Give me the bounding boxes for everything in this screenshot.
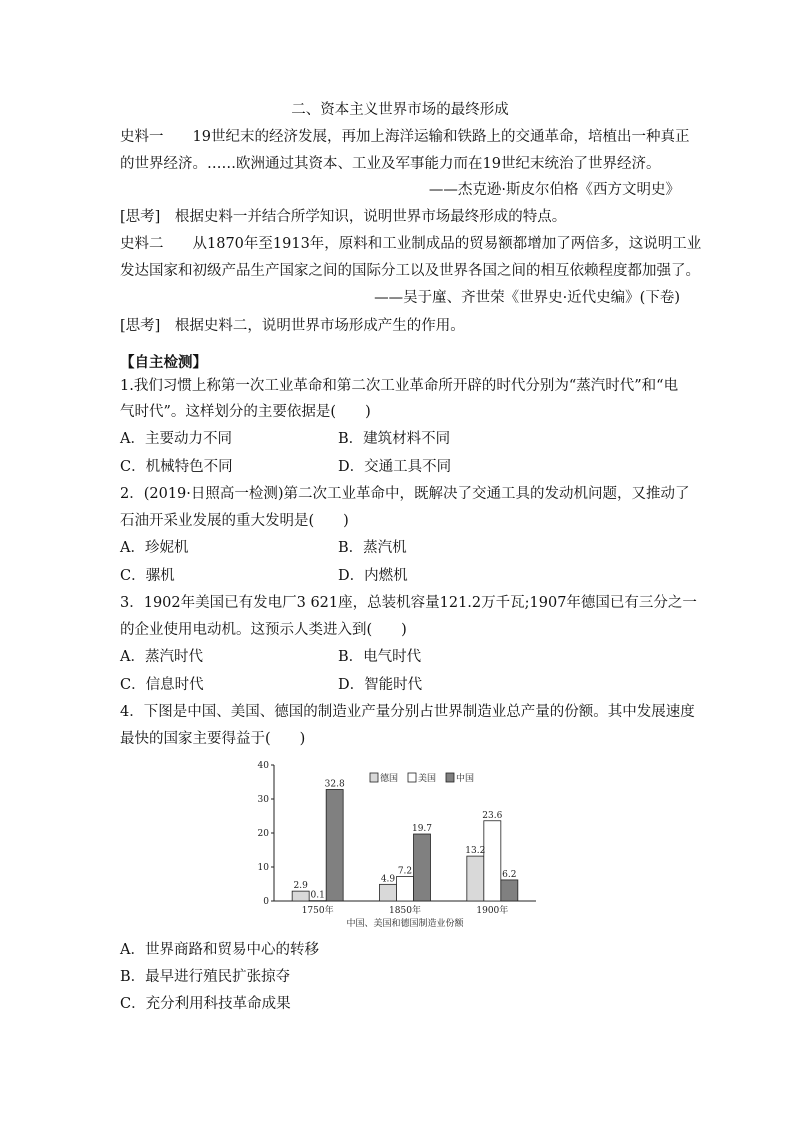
q3-option-c: C．信息时代	[120, 677, 204, 693]
bar-value-label: 6.2	[502, 869, 517, 880]
y-tick-label: 40	[257, 761, 269, 771]
self-check-heading: 【自主检测】	[120, 354, 207, 371]
bar-value-label: 13.2	[465, 846, 486, 857]
source1-citation: ——杰克逊·斯皮尔伯格《西方文明史》	[428, 182, 680, 198]
bar-value-label: 0.1	[310, 890, 325, 901]
manufacturing-share-chart	[250, 755, 550, 935]
y-tick-label: 0	[263, 897, 269, 907]
q2-line2: 石油开采业发展的重大发明是( )	[120, 513, 349, 529]
y-tick-label: 30	[257, 795, 269, 805]
source2-line2: 发达国家和初级产品生产国家之间的国际分工以及世界各国之间的相互依赖程度都加强了。	[120, 263, 700, 279]
source1-line2: 的世界经济。……欧洲通过其资本、工业及军事能力而在19世纪末统治了世界经济。	[120, 156, 661, 172]
q1-option-a: A．主要动力不同	[120, 431, 232, 447]
bar-value-label: 7.2	[397, 866, 413, 877]
x-category-label: 1900年	[476, 906, 509, 916]
y-tick-label: 20	[257, 829, 269, 839]
q4-option-c: C．充分利用科技革命成果	[120, 996, 291, 1012]
bar	[397, 877, 414, 901]
q3-option-a: A．蒸汽时代	[120, 649, 203, 665]
bar	[380, 884, 397, 901]
q3-line2: 的企业使用电动机。这预示人类进入到( )	[120, 622, 407, 638]
legend-swatch	[370, 773, 378, 782]
legend-label: 中国	[456, 774, 475, 784]
q3-option-d: D．智能时代	[338, 677, 423, 693]
section-title: 二、资本主义世界市场的最终形成	[291, 102, 509, 118]
legend-label: 美国	[418, 774, 437, 784]
legend-swatch	[446, 773, 454, 782]
bar-value-label: 23.6	[482, 810, 503, 821]
legend-label: 德国	[380, 774, 399, 784]
bar-value-label: 2.9	[293, 881, 308, 892]
think2: [思考] 根据史料二，说明世界市场形成产生的作用。	[120, 318, 465, 334]
q2-option-c: C．骡机	[120, 568, 175, 584]
q4-line1: 4．下图是中国、美国、德国的制造业产量分别占世界制造业总产量的份额。其中发展速度	[120, 704, 695, 720]
q2-option-d: D．内燃机	[338, 568, 408, 584]
q1-option-b: B．建筑材料不同	[338, 431, 451, 447]
q1-line2: 气时代”。这样划分的主要依据是( )	[120, 404, 371, 420]
q2-line1: 2．(2019·日照高一检测)第二次工业革命中，既解决了交通工具的发动机问题，又推动了	[120, 486, 690, 502]
source2-line1: 史料二 从1870年至1913年，原料和工业制成品的贸易额都增加了两倍多，这说明工业	[120, 236, 702, 252]
q1-option-d: D．交通工具不同	[338, 459, 452, 475]
bar	[292, 891, 309, 901]
source1-line1: 史料一 19世纪末的经济发展，再加上海洋运输和铁路上的交通革命，培植出一种真正	[120, 129, 690, 145]
source2-citation: ——吴于廑、齐世荣《世界史·近代史编》(下卷)	[374, 290, 680, 306]
q1-line1: 1.我们习惯上称第一次工业革命和第二次工业革命所开辟的时代分别为“蒸汽时代”和“电	[120, 378, 679, 394]
q4-line2: 最快的国家主要得益于( )	[120, 731, 306, 747]
bar-value-label: 19.7	[411, 824, 433, 835]
think1: [思考] 根据史料一并结合所学知识，说明世界市场最终形成的特点。	[120, 209, 567, 225]
legend-swatch	[408, 773, 416, 782]
bar	[467, 856, 484, 901]
x-category-label: 1750年	[301, 906, 334, 916]
bar-value-label: 32.8	[324, 779, 345, 790]
q1-option-c: C．机械特色不同	[120, 459, 233, 475]
q3-option-b: B．电气时代	[338, 649, 422, 665]
bar	[326, 789, 343, 901]
y-tick-label: 10	[257, 863, 269, 873]
q4-option-a: A．世界商路和贸易中心的转移	[120, 942, 319, 958]
bar	[309, 901, 326, 902]
bar	[484, 821, 501, 901]
bar-value-label: 4.9	[380, 874, 396, 885]
bar	[501, 880, 518, 901]
bar	[414, 834, 431, 901]
chart-caption: 中国、美国和德国制造业份额	[346, 919, 464, 929]
q2-option-a: A．珍妮机	[120, 540, 189, 556]
q4-option-b: B．最早进行殖民扩张掠夺	[120, 969, 291, 985]
q3-line1: 3．1902年美国已有发电厂3 621座，总装机容量121.2万千瓦;1907年德国已有三分之一	[120, 595, 697, 611]
q2-option-b: B．蒸汽机	[338, 540, 407, 556]
x-category-label: 1850年	[389, 906, 421, 916]
